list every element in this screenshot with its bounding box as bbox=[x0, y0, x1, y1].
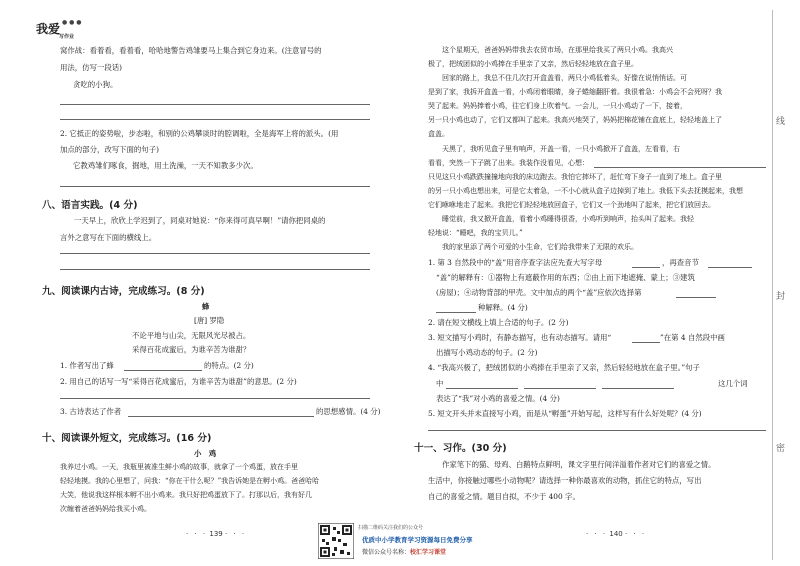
fill-blank[interactable] bbox=[446, 388, 518, 389]
essay-line-2: 生活中，你接触过哪些小动物呢？请选择一种你最喜欢的动物，抓住它的特点，写出 bbox=[428, 476, 702, 485]
right-q1-line4: 种解释。(4 分) bbox=[478, 303, 528, 312]
binding-line bbox=[772, 10, 773, 560]
section-8-text-line1: 一天早上，欣欣上学迟到了，同桌对她说：“你来得可真早啊！”请你把同桌的 bbox=[74, 216, 326, 225]
qr-code-icon bbox=[318, 523, 354, 559]
story-line-1: 我养过小鸡。一天，我瓶里被准生鲜小鸡的故事，就拿了一个鸡蛋，放在手里 bbox=[60, 463, 298, 471]
story-right-line-14: 轻地说：“睡吧，我的宝贝儿。” bbox=[428, 229, 523, 237]
binding-char-line: 线 bbox=[776, 117, 786, 127]
footer-qr-caption: 扫描二维码关注我们的公众号 bbox=[358, 525, 424, 531]
section-9-q3: 3. 古诗表达了作者 bbox=[60, 407, 122, 416]
section-11-title: 十一、习作。(30 分) bbox=[414, 443, 507, 454]
right-q5: 5. 短文开头并未直接写小鸡，而是从“孵蛋”开始写起，这样写有什么好处呢？(4 分) bbox=[428, 409, 702, 418]
question-intro-line2: 用法，仿写一段话) bbox=[60, 63, 123, 72]
answer-line[interactable] bbox=[60, 398, 370, 399]
fill-blank[interactable] bbox=[708, 267, 752, 268]
section-9-q1-end: 的特点。(2 分) bbox=[204, 361, 254, 370]
section-8-text-line2: 言外之意写在下面的横线上。 bbox=[60, 233, 157, 242]
brand-subtitle: 写作业 bbox=[59, 34, 75, 40]
story-right-line-2: 极了，把绒团似的小鸡捧在手里亲了又亲，然后轻轻地放在盒子里。 bbox=[428, 60, 638, 68]
story-title: 小 鸡 bbox=[194, 449, 217, 458]
fill-blank[interactable] bbox=[128, 416, 314, 417]
right-q4-line1: 4. “我高兴极了，把绒团似的小鸡捧在手里亲了又亲，然后轻轻地放在盒子里。”句子 bbox=[428, 363, 700, 372]
section-10-title: 十、阅读课外短文，完成练习。(16 分) bbox=[42, 433, 212, 444]
right-q4-line2-start: 中 bbox=[436, 379, 444, 388]
story-right-line-5: 哭了起来。妈妈捧着小鸡，往它们身上吹着气。一会儿，一只小鸡动了一下，接着， bbox=[428, 102, 687, 110]
binding-char-seal: 封 bbox=[776, 292, 786, 302]
fill-blank[interactable] bbox=[632, 342, 660, 343]
question-2-line2: 加点的部分，改写下面的句子) bbox=[60, 145, 159, 154]
answer-line[interactable] bbox=[60, 186, 370, 187]
right-q1-line1: 1. 第 3 自然段中的“盖”用音序查字法应先查大写字母 bbox=[428, 258, 603, 267]
answer-line[interactable] bbox=[60, 104, 370, 105]
section-9-q2: 2. 用自己的话写一写“采得百花成蜜后，为谁辛苦为谁甜”的意思。(2 分) bbox=[60, 377, 297, 386]
answer-line[interactable] bbox=[60, 119, 370, 120]
question-2-line1: 2. 它抵正的姿势啦，步态啦，和别的公鸡攀谈时的腔调啦，全是海军上将的派头。(用 bbox=[60, 129, 339, 138]
story-right-line-7: 盒盖。 bbox=[428, 130, 449, 138]
question-2-sentence: 它教鸡雏们啄食，掘地，用土洗澡，一天不知教多少次。 bbox=[73, 161, 258, 170]
answer-line[interactable] bbox=[60, 253, 370, 254]
poem-title: 蜂 bbox=[202, 302, 210, 311]
story-right-line-4: 是到了家，我拆开盒盖一看，小鸡闭着眼睛，身子蜷缩翻肝着。我很着急：小鸡会不会死呀？我 bbox=[428, 88, 722, 96]
story-right-line-10: 只见这只小鸡跌跌撞撞地向我的床边跑去。我怕它摔坏了，赶忙弯下身子一直到了地上。盒子里 bbox=[428, 173, 722, 181]
right-q1-line2: “盖”的解释有：①器物上有遮蔽作用的东西；②由上而下地遮掩、蒙上；③建筑 bbox=[436, 273, 695, 282]
story-right-line-12: 它们咻咻地走了起来。我把它们轻轻地放回盒子，它们又一个劲地叫了起来，把它们放回去。 bbox=[428, 201, 715, 209]
story-line-4: 次缠着爸爸妈妈给我买小鸡。 bbox=[60, 505, 151, 513]
fill-blank[interactable] bbox=[632, 267, 660, 268]
fill-blank[interactable] bbox=[524, 388, 596, 389]
section-8-title: 八、语言实践。(4 分) bbox=[42, 200, 138, 211]
fill-blank[interactable] bbox=[594, 167, 766, 168]
brand-dots: ● ● ● bbox=[62, 19, 82, 26]
page-number-right: · · · 140 · · · bbox=[586, 530, 647, 538]
example-sentence: 贪吃的小狗。 bbox=[73, 80, 118, 89]
fill-blank[interactable] bbox=[676, 297, 716, 298]
right-q4-line2-end: 这几个词 bbox=[718, 379, 748, 388]
right-q3-line1: 3. 短文描写小鸡时，有静态描写，也有动态描写。请用“ bbox=[428, 333, 612, 342]
question-intro-line1: 窝作战：看着看，看着看，哈哈地警告鸡雏要马上集合到它身边来。(注意冒号的 bbox=[60, 46, 322, 55]
brand-logo: 我爱 bbox=[36, 22, 61, 36]
fill-blank[interactable] bbox=[436, 312, 476, 313]
right-q3-line1-end: ”在第 4 自然段中画 bbox=[660, 333, 725, 342]
page-number-left: · · · 139 · · · bbox=[186, 530, 247, 538]
story-right-line-8: 天黑了，我听见盒子里有响声，开盖一看，一只小鸡掀开了盒盖，左看看，右 bbox=[442, 145, 680, 153]
fill-blank[interactable] bbox=[602, 388, 674, 389]
right-q4-line3: 表达了“我”对小鸡的喜爱之情。(4 分) bbox=[436, 394, 560, 403]
section-9-title: 九、阅读课内古诗，完成练习。(8 分) bbox=[42, 286, 205, 297]
story-right-line-15: 我的家里添了两个可爱的小生命，它们给我带来了无限的欢乐。 bbox=[442, 243, 638, 251]
essay-line-3: 自己的喜爱之情。题目自拟，不少于 400 字。 bbox=[428, 492, 580, 501]
poem-line-2: 采得百花成蜜后，为谁辛苦为谁甜？ bbox=[132, 345, 251, 354]
story-right-line-11: 的另一只小鸡也想出来，可是它太着急，一不小心就从盒子边掉到了地上。我低下头去抚摸起来，我想 bbox=[428, 187, 743, 195]
story-line-3: 大笑，他说我这样根本孵不出小鸡来。我只好把鸡蛋放下了。打那以后，我有好几 bbox=[60, 491, 312, 499]
right-q2: 2. 请在短文横线上填上合适的句子。(2 分) bbox=[428, 318, 569, 327]
answer-line[interactable] bbox=[60, 269, 370, 270]
section-9-q3-end: 的思想感情。(4 分) bbox=[316, 407, 381, 416]
right-q1-line3: (房屋)；④动物背部的甲壳。文中加点的两个“盖”应依次选择第 bbox=[436, 288, 642, 297]
right-q3-line2: 出描写小鸡动态的句子。(2 分) bbox=[436, 348, 538, 357]
story-right-line-13: 睡觉前，我又掀开盒盖，看着小鸡睡得很香，小鸡听到响声，抬头叫了起来。我轻 bbox=[442, 215, 694, 223]
story-right-line-3: 回家的路上，我总不住几次打开盒盖看，两只小鸡低着头，好像在说悄悄话。可 bbox=[442, 74, 687, 82]
answer-line[interactable] bbox=[428, 430, 766, 431]
binding-char-secret: 密 bbox=[776, 444, 786, 454]
footer-slogan: 优质中小学教育学习资源每日免费分享 bbox=[362, 536, 473, 544]
story-right-line-9: 看看，突然一下子跳了出来。我装作没看见，心想： bbox=[428, 159, 589, 167]
story-right-line-6: 另一只小鸡也动了，它们又都叫了起来。我高兴地哭了，妈妈把棉花铺在盒底上，轻轻地盖上了 bbox=[428, 116, 722, 124]
section-9-q1: 1. 作者写出了蜂 bbox=[60, 361, 114, 370]
essay-line-1: 作家笔下的猫、母鸡、白鹅特点鲜明，课文字里行间洋溢着作者对它们的喜爱之情。 bbox=[442, 460, 716, 469]
fill-blank[interactable] bbox=[124, 370, 202, 371]
footer-account: 微信公众号名称：校汇学习课堂 bbox=[362, 549, 447, 556]
story-line-2: 轻轻地摸。我的心里想了，问我：“你在干什么呢？”我告诉她是在孵小鸡。爸爸哈哈 bbox=[60, 477, 320, 485]
poem-line-1: 不论平地与山尖，无限风光尽被占。 bbox=[132, 331, 251, 340]
story-right-line-1: 这个星期天，爸爸妈妈带我去农贸市场，在那里给我买了两只小鸡。我高兴 bbox=[442, 46, 673, 54]
poem-author: [唐] 罗隐 bbox=[194, 316, 225, 325]
right-q1-line1-end: ，再查音节 bbox=[662, 258, 699, 267]
